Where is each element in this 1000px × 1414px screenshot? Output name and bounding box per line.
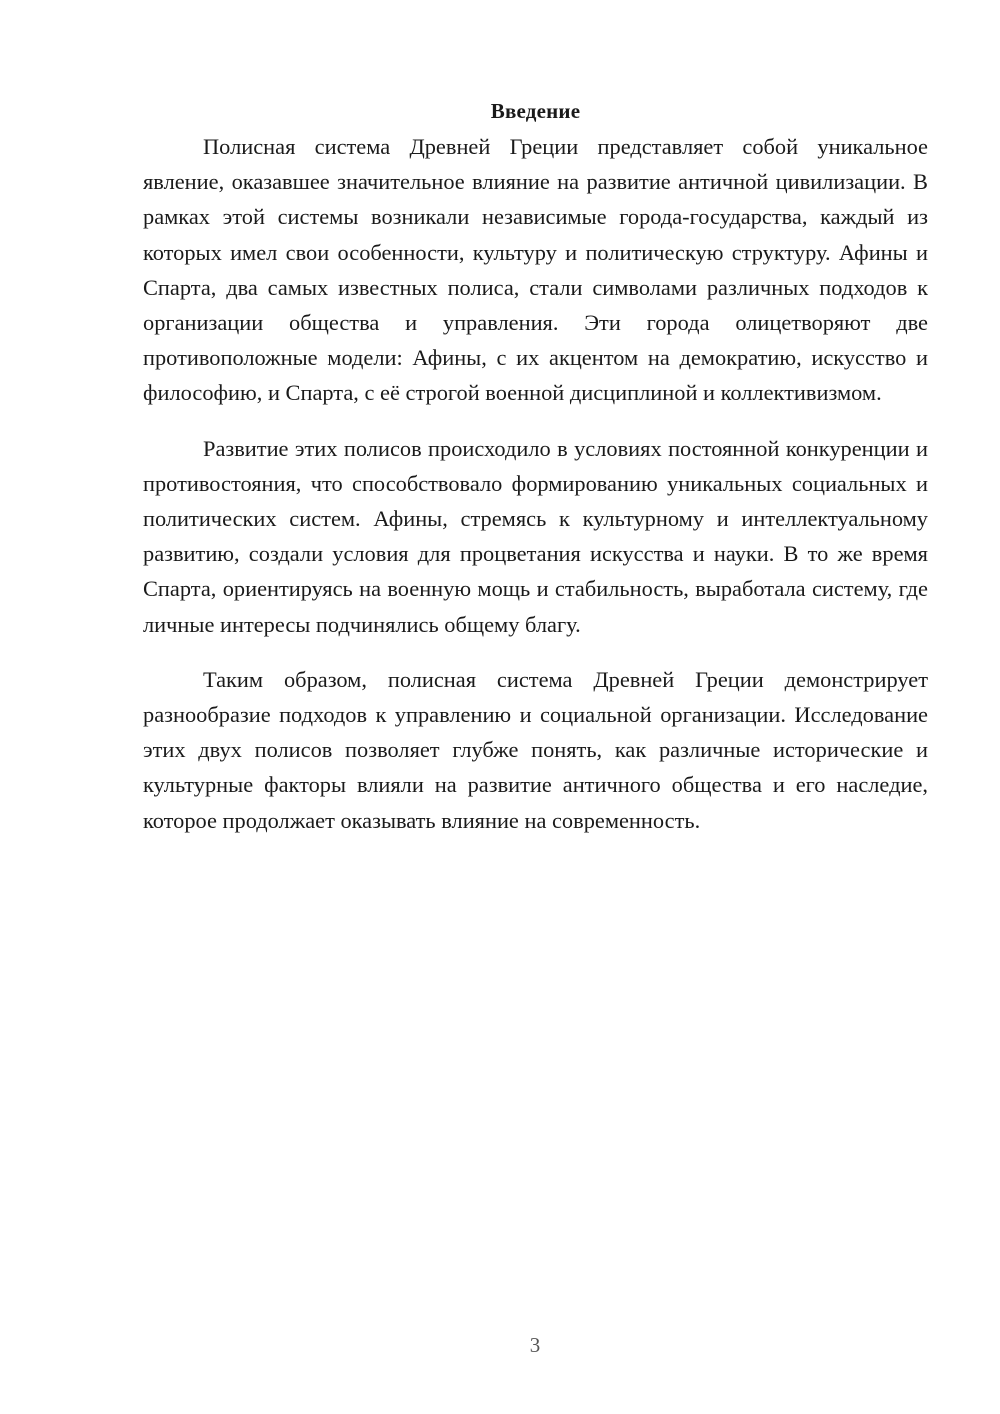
paragraph-2: Развитие этих полисов происходило в условиях постоянной конкуренции и противостояния, что способствовало формированию уникальных социальных и политических систем. Афины, стремясь к культурному и интеллектуальному развитию, создали условия для процветания искусства и науки. В то же время Спарта, ориентируясь на военную мощь и стабильность, выработала систему, где личные интересы подчинялись общему благу.: [143, 435, 928, 637]
page-content: [143, 94, 928, 858]
paragraph-1: Полисная система Древней Греции представляет собой уникальное явление, оказавшее значительное влияние на развитие античной цивилизации. В рамках этой системы возникали независимые города-государства, каждый из которых имел свои особенности, культуру и политическую структуру. Афины и Спарта, два самых известных полиса, стали символами различных подходов к организации общества и управления. Эти города олицетворяют две противоположные модели: Афины, с их акцентом на демократию, искусство и философию, и Спарта, с её строгой военной дисциплиной и коллективизмом.: [143, 134, 928, 406]
page-number: 3: [529, 1333, 541, 1357]
section-heading: Введение: [490, 99, 581, 123]
paragraph-3: Таким образом, полисная система Древней Греции демонстрирует разнообразие подходов к управлению и социальной организации. Исследование этих двух полисов позволяет глубже понять, как различные исторические и культурные факторы влияли на развитие античного общества и его наследие, которое продолжает оказывать влияние на современность.: [143, 666, 928, 833]
